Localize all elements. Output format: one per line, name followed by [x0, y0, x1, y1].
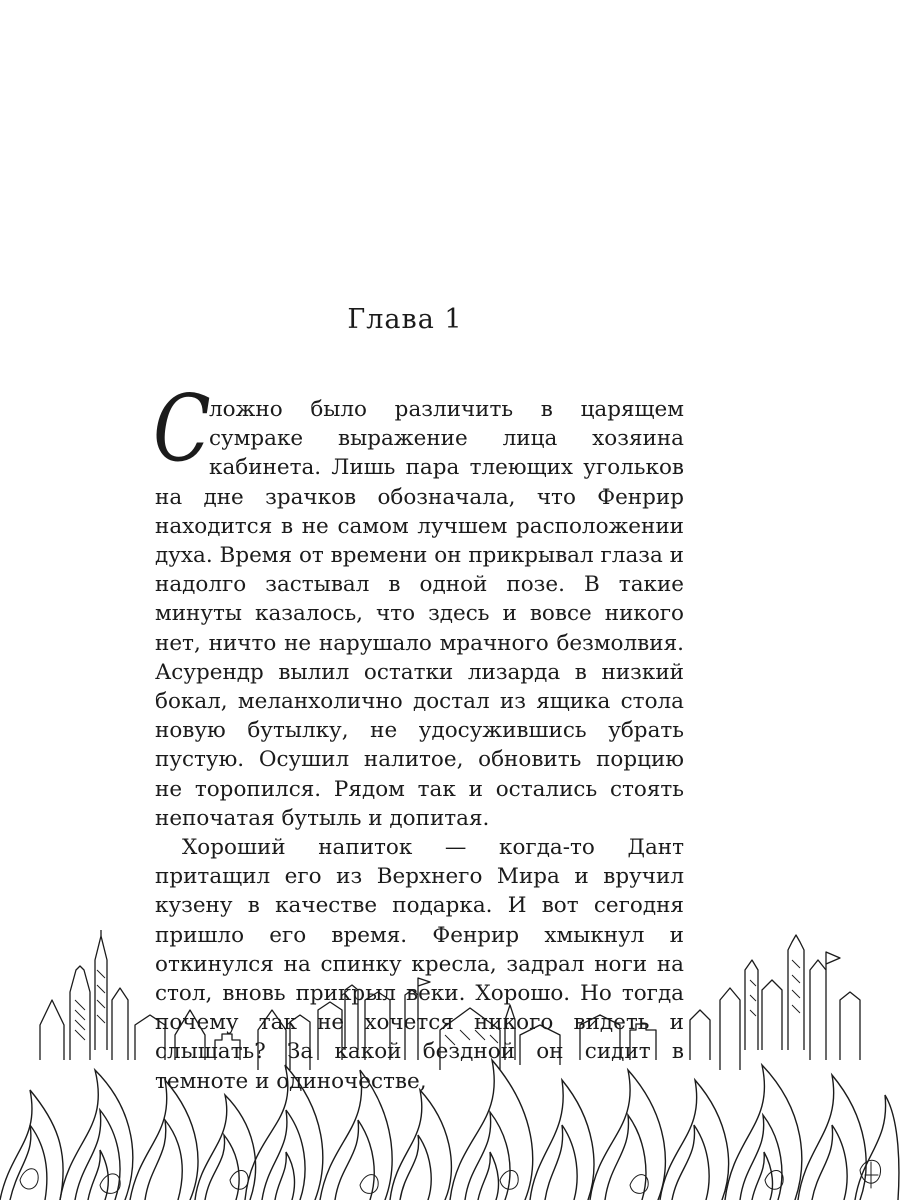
paragraph-1-text: ложно было различить в царящем сумраке выражение лица хозяина кабинета. Лишь пара тлеющих угольков на дне зрачков обозначала, что Фенрир находится в не самом лучшем расположении духа. Время от времени он прикрывал глаза и надолго застывал в одной позе. В такие минуты казалось, что здесь и вовсе никого нет, ничто не нарушало мрачного безмолвия. Асурендр вылил остатки лизарда в низкий бокал, меланхолично достал из ящика стола новую бутылку, не удосужившись убрать пустую. Осушил налитое, обновить порцию не торопился. Рядом так и остались стоять непочатая бутыль и допитая. [155, 397, 684, 831]
city-skyline [40, 930, 860, 1070]
drop-cap: С [153, 375, 211, 482]
paragraph-1 [153, 375, 684, 833]
city-in-flames-illustration [0, 930, 900, 1200]
chapter-title: Глава 1 [347, 304, 463, 335]
paragraph-2: Хороший напиток — когда-то Дант притащил его из Верхнего Мира и вручил кузену в качестве подарка. И вот сегодня пришло его время. Фенрир хмыкнул и откинулся на спинку кресла, задрал ноги на стол, вновь прикрыл веки. Хорошо. Но тогда почему так не хочется никого видеть и слышать? За какой бездной он сидит в темноте и одиночестве, [155, 835, 684, 1094]
flames [0, 1060, 899, 1200]
